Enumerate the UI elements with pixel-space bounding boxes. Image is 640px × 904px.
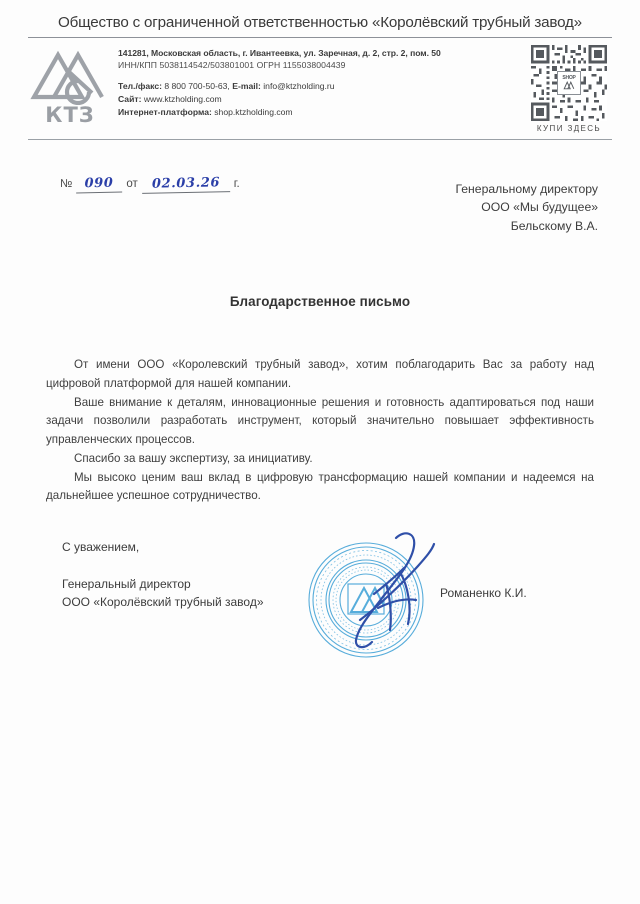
email-value[interactable]: info@ktzholding.ru [263,81,335,92]
body-paragraph-2: Ваше внимание к деталям, инновационные решения и готовность адаптироваться под наши задачи позволили разработать инструмент, который значительно повышает эффективность управленческих процессов. [46,395,594,447]
body-paragraph-3: Спасибо за вашу экспертизу, за инициативу. [74,451,313,465]
contact-spacer [118,71,526,80]
signer-name: Романенко К.И. [440,586,527,600]
body-paragraph-4: Мы высоко ценим ваш вклад в цифровую трансформацию нашей компании и надеемся на дальнейшее успешное сотрудничество. [46,470,594,503]
phone-email-line [118,80,526,93]
phone-label: Тел./факс: [118,81,162,92]
addressee-block [456,180,599,235]
letterhead-body [28,38,612,133]
addressee-name: Бельскому В.А. [510,218,598,233]
document-title: Благодарственное письмо [229,294,411,309]
qr-caption: КУПИ ЗДЕСЬ [536,124,602,133]
email-label: E-mail: [232,81,261,92]
year-suffix: г. [233,178,240,190]
site-value[interactable]: www.ktzholding.com [143,94,222,105]
letterhead [28,14,612,140]
platform-line [118,106,526,119]
qr-shop-label: SHOP [562,75,576,81]
body-paragraph-1: От имени ООО «Королевский трубный завод», хотим поблагодарить Вас за работу над цифровой платформой для нашей компании. [46,358,594,390]
document-number-value[interactable]: 090 [76,176,122,194]
contact-block [112,45,526,119]
ktz-emblem-icon [28,47,108,105]
platform-value[interactable]: shop.ktzholding.com [214,107,293,118]
company-address: 141281, Московская область, г. Ивантеевка, ул. Заречная, д. 2, стр. 2, пом. 50 [118,48,441,58]
addressee-position: Генеральному директору [455,182,598,196]
qr-shop-emblem-icon [563,81,575,90]
registration-numbers: ИНН/КПП 5038114542/503801001 ОГРН 1155038004439 [118,60,346,71]
closing-block [62,538,264,612]
signer-company: ООО «Королёвский трубный завод» [62,595,264,610]
closing-spacer [62,557,264,575]
number-label: № [60,178,73,190]
qr-code-image[interactable] [531,45,607,121]
phone-value: 8 800 700-50-63, [164,81,230,92]
addressee-company: ООО «Мы будущее» [481,200,598,215]
site-label: Сайт: [118,94,142,105]
company-round-stamp [306,540,426,660]
qr-shop-badge [557,71,581,95]
document-meta-row [60,176,240,193]
letter-body [46,356,594,506]
organization-title: Общество с ограниченной ответственностью «Королёвский трубный завод» [58,14,582,31]
company-logo [28,45,112,127]
signer-position: Генеральный директор [62,576,191,591]
logo-wordmark: КТЗ [45,103,95,127]
closing-regards: С уважением, [62,540,140,554]
platform-label: Интернет-платформа: [118,107,212,118]
header-divider-bottom [28,139,612,140]
document-date-value[interactable]: 02.03.26 [142,175,230,194]
qr-code-block[interactable] [526,45,612,133]
website-line [118,93,526,106]
date-label: от [126,178,138,190]
